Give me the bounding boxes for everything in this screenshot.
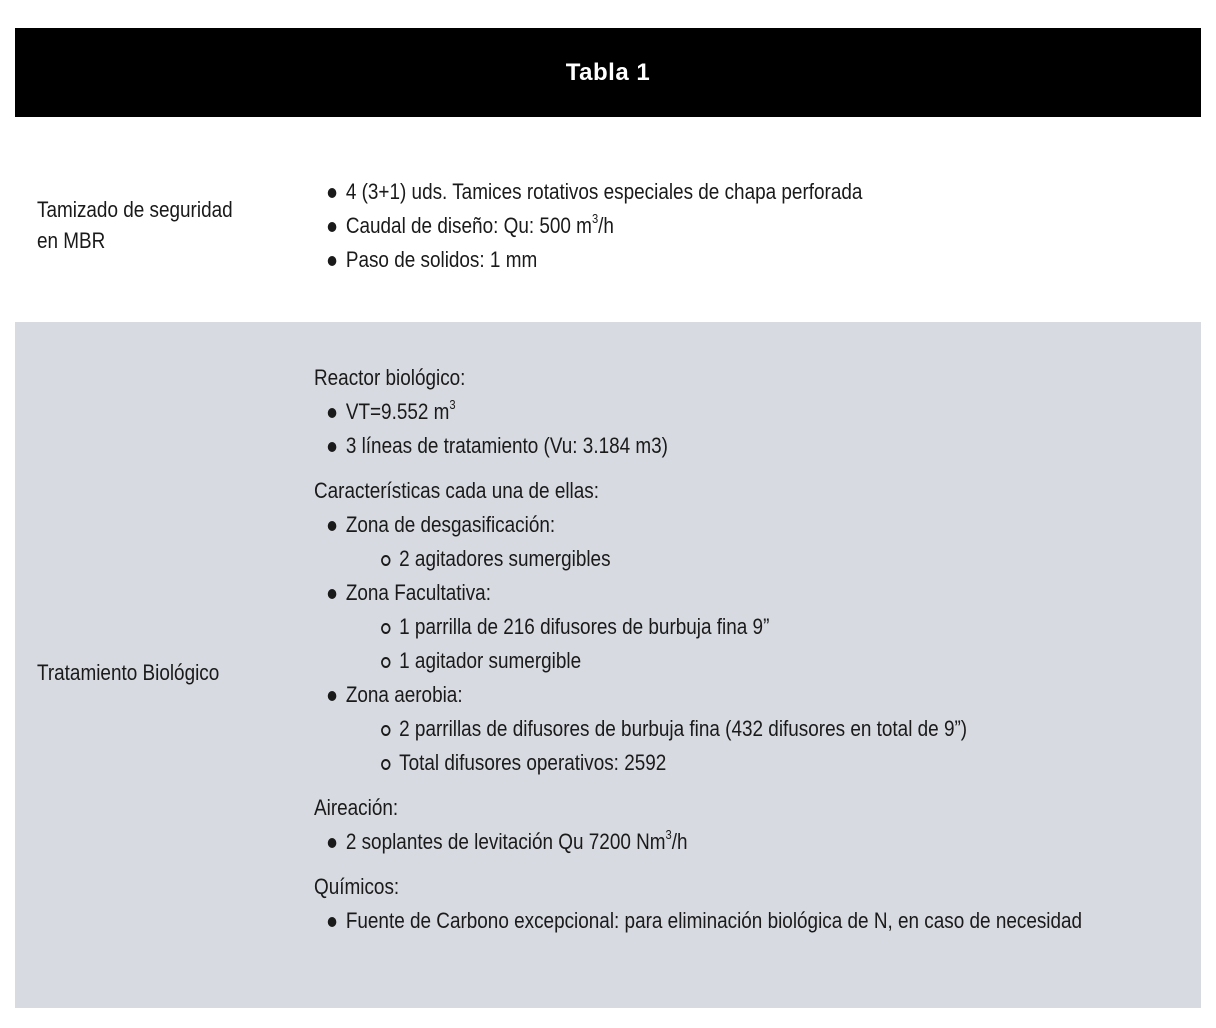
row-label-line: en MBR xyxy=(37,228,106,253)
table-row-screening xyxy=(15,140,1201,300)
group-aeration xyxy=(314,791,1082,859)
row-label: Tratamiento Biológico xyxy=(37,660,220,685)
table-row-biological-treatment xyxy=(15,322,1201,1008)
bullet-list xyxy=(314,175,862,277)
list-item-text: VT=9.552 m xyxy=(345,399,450,424)
list-item: Fuente de Carbono excepcional: para eliminación biológica de N, en caso de necesidad xyxy=(314,904,1082,938)
list-item: 4 (3+1) uds. Tamices rotativos especiales de chapa perforada xyxy=(314,175,862,209)
sub-list-item: 2 parrillas de difusores de burbuja fina (432 difusores en total de 9”) xyxy=(314,712,1082,746)
group-reactor xyxy=(314,361,1082,463)
list-item-text: Caudal de diseño: Qu: 500 m xyxy=(345,213,592,238)
table-title-bar xyxy=(15,28,1201,117)
row-content xyxy=(314,175,862,277)
sub-list-item: 2 agitadores sumergibles xyxy=(314,542,1082,576)
list-item-text: /h xyxy=(598,213,614,238)
group-chemicals xyxy=(314,870,1082,938)
group-title: Aireación: xyxy=(314,795,399,820)
bullet-list xyxy=(314,508,1082,780)
superscript: 3 xyxy=(665,826,672,842)
list-item-text: /h xyxy=(671,829,688,854)
sub-list-item: Total difusores operativos: 2592 xyxy=(314,746,1082,780)
list-item-text: 2 soplantes de levitación Qu 7200 Nm xyxy=(345,829,666,854)
row-label-line: Tamizado de seguridad xyxy=(37,197,233,222)
row-content xyxy=(314,361,1082,949)
list-item xyxy=(314,395,1082,429)
list-item: Zona de desgasificación: xyxy=(314,508,1082,542)
group-title: Químicos: xyxy=(314,874,400,899)
bullet-list xyxy=(314,395,1082,463)
sub-list-item: 1 parrilla de 216 difusores de burbuja fina 9” xyxy=(314,610,1082,644)
list-item: Paso de solidos: 1 mm xyxy=(314,243,862,277)
superscript: 3 xyxy=(449,396,456,412)
list-item xyxy=(314,825,1082,859)
bullet-list xyxy=(314,825,1082,859)
table-title: Tabla 1 xyxy=(565,58,651,86)
list-item: Zona aerobia: xyxy=(314,678,1082,712)
list-item: 3 líneas de tratamiento (Vu: 3.184 m3) xyxy=(314,429,1082,463)
list-item xyxy=(314,209,862,243)
group-title: Características cada una de ellas: xyxy=(314,478,600,503)
bullet-list xyxy=(314,904,1082,938)
list-item: Zona Facultativa: xyxy=(314,576,1082,610)
row-label xyxy=(37,194,243,256)
group-title: Reactor biológico: xyxy=(314,365,466,390)
sub-list-item: 1 agitador sumergible xyxy=(314,644,1082,678)
superscript: 3 xyxy=(591,210,599,226)
group-characteristics xyxy=(314,474,1082,780)
